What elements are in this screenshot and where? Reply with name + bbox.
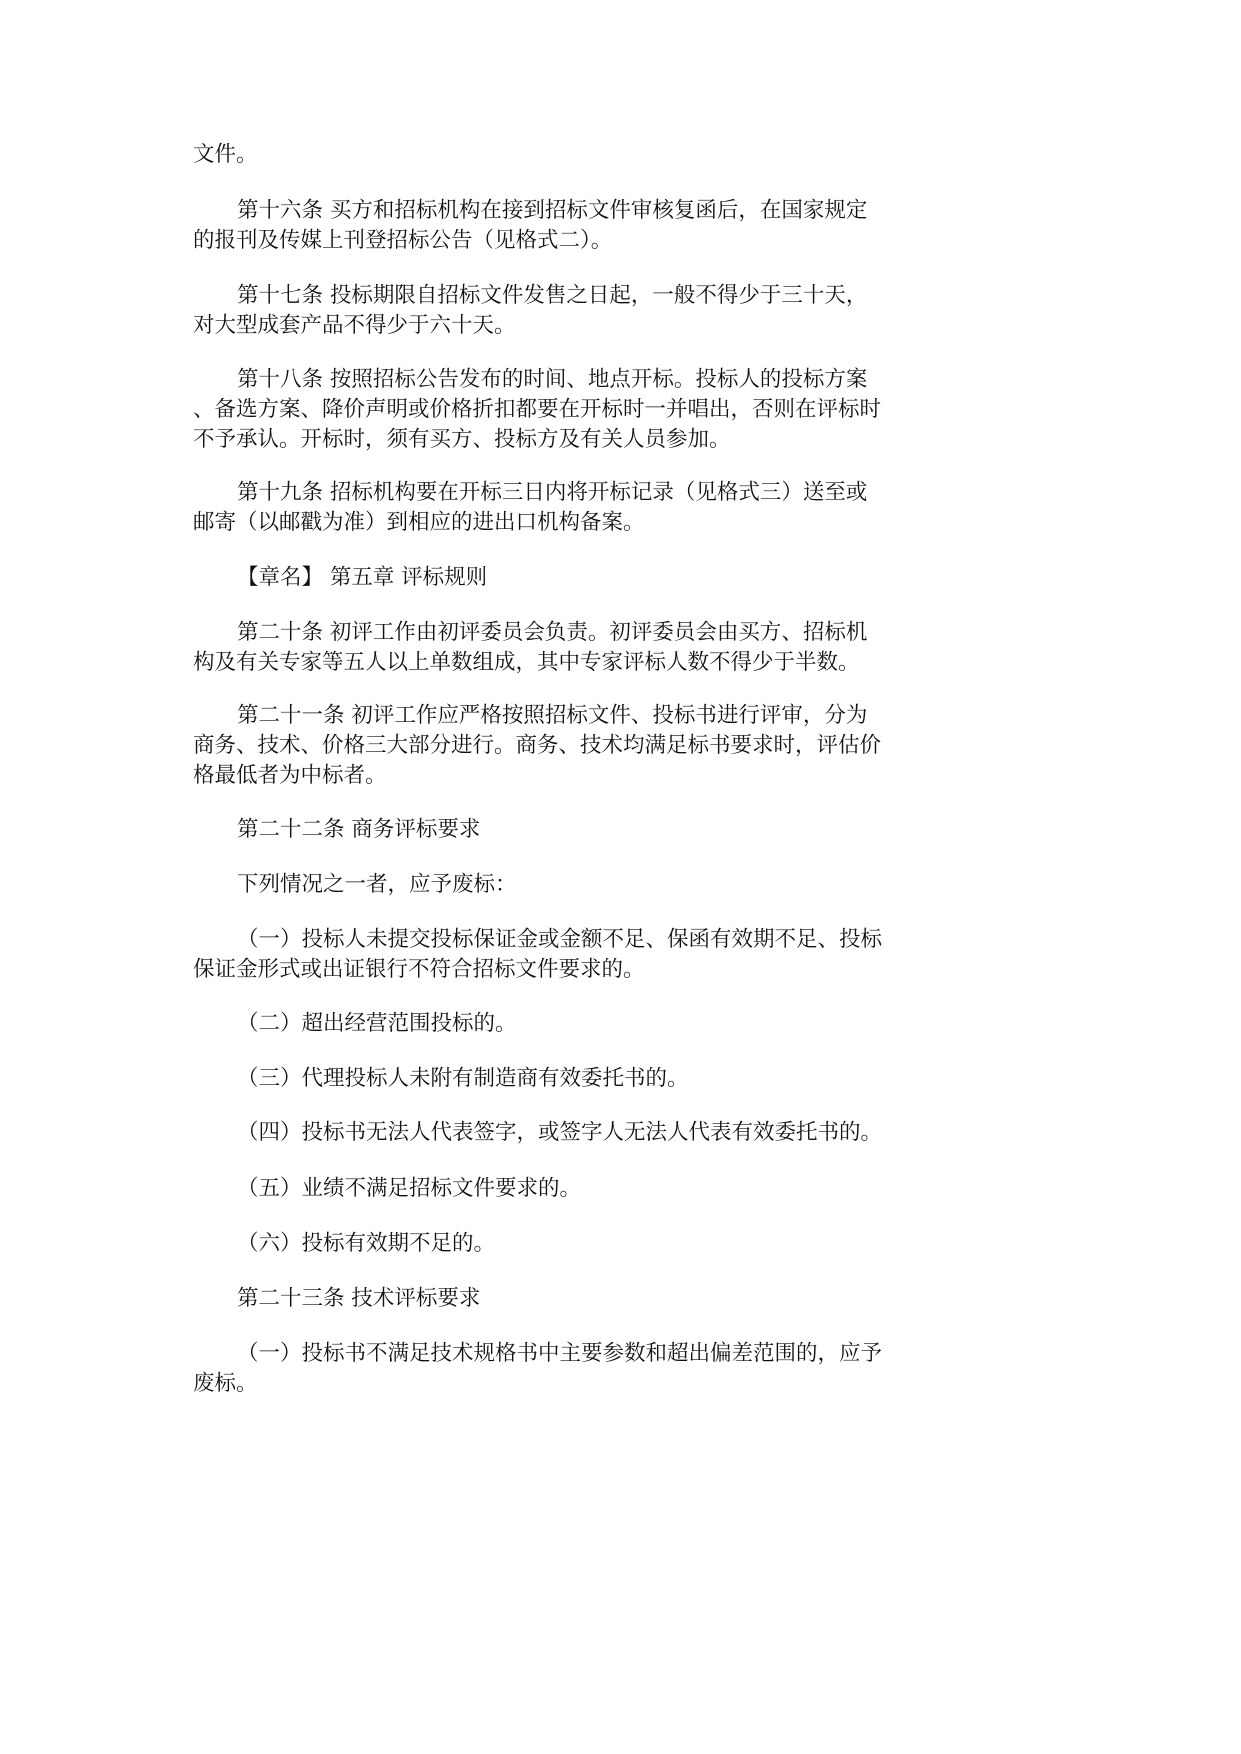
- article-17: [193, 281, 913, 341]
- text-line: 构及有关专家等五人以上单数组成，其中专家评标人数不得少于半数。: [193, 650, 860, 675]
- text-line: （五）业绩不满足招标文件要求的。: [237, 1176, 582, 1201]
- text-line: 对大型成套产品不得少于六十天。: [193, 313, 516, 338]
- text-line: 不予承认。开标时，须有买方、投标方及有关人员参加。: [193, 427, 731, 452]
- article-19: [193, 478, 913, 538]
- article-21: [193, 701, 913, 791]
- text-line: 废标。: [193, 1371, 258, 1396]
- text-line: 的报刊及传媒上刊登招标公告（见格式二）。: [193, 228, 613, 253]
- text-line: 第二十二条 商务评标要求: [237, 817, 481, 842]
- article-23: [193, 1284, 913, 1314]
- text-line: （三）代理投标人未附有制造商有效委托书的。: [237, 1066, 689, 1091]
- paragraph: [193, 870, 913, 900]
- chapter-heading: [193, 563, 913, 593]
- text-line: （一）投标书不满足技术规格书中主要参数和超出偏差范围的，应予: [237, 1341, 883, 1366]
- text-line: 邮寄（以邮戳为准）到相应的进出口机构备案。: [193, 510, 645, 535]
- list-item: [193, 925, 913, 985]
- text-line: （六）投标有效期不足的。: [237, 1231, 496, 1256]
- text-line: 、备选方案、降价声明或价格折扣都要在开标时一并唱出，否则在评标时: [193, 397, 882, 422]
- list-item: [193, 1339, 913, 1399]
- text-line: 第十九条 招标机构要在开标三日内将开标记录（见格式三）送至或: [237, 480, 868, 505]
- text-line: 第二十一条 初评工作应严格按照招标文件、投标书进行评审，分为: [237, 703, 868, 728]
- text-line: 保证金形式或出证银行不符合招标文件要求的。: [193, 957, 645, 982]
- text-line: 第十七条 投标期限自招标文件发售之日起，一般不得少于三十天，: [237, 283, 868, 308]
- text-line: 文件。: [193, 142, 258, 167]
- article-22: [193, 815, 913, 845]
- list-item: [193, 1229, 913, 1259]
- list-item: [193, 1118, 913, 1148]
- article-20: [193, 618, 913, 678]
- text-line: 商务、技术、价格三大部分进行。商务、技术均满足标书要求时，评估价: [193, 733, 882, 758]
- text-line: （一）投标人未提交投标保证金或金额不足、保函有效期不足、投标: [237, 927, 883, 952]
- article-18: [193, 365, 913, 455]
- list-item: [193, 1064, 913, 1094]
- text-line: 下列情况之一者，应予废标：: [237, 872, 517, 897]
- list-item: [193, 1009, 913, 1039]
- paragraph: [193, 140, 913, 170]
- text-line: 第十六条 买方和招标机构在接到招标文件审核复函后，在国家规定: [237, 198, 868, 223]
- text-line: （四）投标书无法人代表签字，或签字人无法人代表有效委托书的。: [237, 1120, 883, 1145]
- text-line: 第二十三条 技术评标要求: [237, 1286, 481, 1311]
- article-16: [193, 196, 913, 256]
- text-line: 【章名】 第五章 评标规则: [237, 565, 488, 590]
- text-line: 第十八条 按照招标公告发布的时间、地点开标。投标人的投标方案: [237, 367, 868, 392]
- text-line: （二）超出经营范围投标的。: [237, 1011, 517, 1036]
- text-line: 格最低者为中标者。: [193, 763, 387, 788]
- list-item: [193, 1174, 913, 1204]
- text-line: 第二十条 初评工作由初评委员会负责。初评委员会由买方、招标机: [237, 620, 868, 645]
